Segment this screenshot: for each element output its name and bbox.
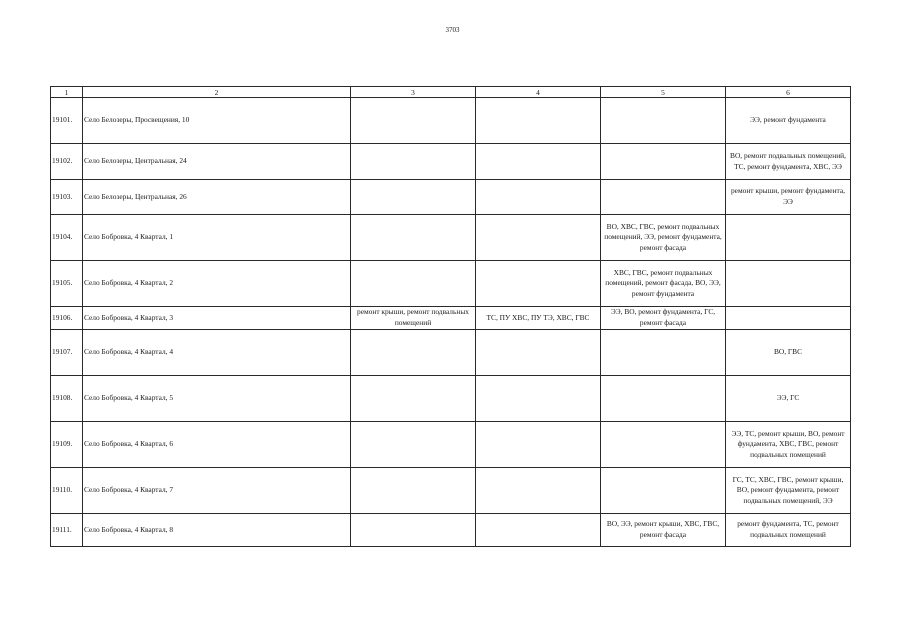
works-cell <box>476 376 601 422</box>
column-header: 3 <box>351 87 476 98</box>
works-cell <box>726 215 851 261</box>
works-cell <box>476 422 601 468</box>
works-cell: ВО, ХВС, ГВС, ремонт подвальных помещений, ЭЭ, ремонт фундамента, ремонт фасада <box>601 215 726 261</box>
address-cell: Село Бобровка, 4 Квартал, 1 <box>83 215 351 261</box>
works-cell: ЭЭ, ВО, ремонт фундамента, ГС, ремонт фасада <box>601 307 726 330</box>
works-cell <box>601 468 726 514</box>
works-cell: ремонт крыши, ремонт фундамента, ЭЭ <box>726 180 851 215</box>
table-row <box>51 215 851 261</box>
works-cell <box>601 422 726 468</box>
address-cell: Село Белозеры, Центральная, 24 <box>83 144 351 180</box>
works-cell: ремонт крыши, ремонт подвальных помещений <box>351 307 476 330</box>
address-cell: Село Белозеры, Центральная, 26 <box>83 180 351 215</box>
column-header: 1 <box>51 87 83 98</box>
row-number: 19106. <box>51 307 83 330</box>
table-row <box>51 514 851 547</box>
row-number: 19103. <box>51 180 83 215</box>
works-cell <box>601 376 726 422</box>
address-cell: Село Бобровка, 4 Квартал, 8 <box>83 514 351 547</box>
works-cell <box>351 215 476 261</box>
works-cell <box>476 144 601 180</box>
table-row <box>51 376 851 422</box>
works-cell <box>351 180 476 215</box>
works-cell <box>476 98 601 144</box>
page-number: 3703 <box>445 26 460 34</box>
column-header: 2 <box>83 87 351 98</box>
header-row <box>51 87 851 98</box>
table-row <box>51 468 851 514</box>
works-cell: ЭЭ, ГС <box>726 376 851 422</box>
works-cell: ТС, ПУ ХВС, ПУ ТЭ, ХВС, ГВС <box>476 307 601 330</box>
address-cell: Село Белозеры, Просвещения, 10 <box>83 98 351 144</box>
row-number: 19111. <box>51 514 83 547</box>
table-row <box>51 422 851 468</box>
address-cell: Село Бобровка, 4 Квартал, 3 <box>83 307 351 330</box>
works-cell: ХВС, ГВС, ремонт подвальных помещений, ремонт фасада, ВО, ЭЭ, ремонт фундамента <box>601 261 726 307</box>
works-cell <box>351 376 476 422</box>
table-row <box>51 307 851 330</box>
address-cell: Село Бобровка, 4 Квартал, 4 <box>83 330 351 376</box>
works-cell <box>476 215 601 261</box>
works-cell: ЭЭ, ТС, ремонт крыши, ВО, ремонт фундамента, ХВС, ГВС, ремонт подвальных помещений <box>726 422 851 468</box>
address-cell: Село Бобровка, 4 Квартал, 6 <box>83 422 351 468</box>
works-cell: ВО, ремонт подвальных помещений, ТС, ремонт фундамента, ХВС, ЭЭ <box>726 144 851 180</box>
address-cell: Село Бобровка, 4 Квартал, 7 <box>83 468 351 514</box>
table-row <box>51 98 851 144</box>
works-cell <box>351 468 476 514</box>
row-number: 19101. <box>51 98 83 144</box>
table-row <box>51 330 851 376</box>
works-cell <box>351 144 476 180</box>
row-number: 19109. <box>51 422 83 468</box>
row-number: 19102. <box>51 144 83 180</box>
works-cell <box>476 180 601 215</box>
works-cell <box>476 514 601 547</box>
works-cell <box>351 330 476 376</box>
repair-registry-table <box>50 86 851 547</box>
row-number: 19104. <box>51 215 83 261</box>
works-cell: ремонт фундамента, ТС, ремонт подвальных помещений <box>726 514 851 547</box>
address-cell: Село Бобровка, 4 Квартал, 5 <box>83 376 351 422</box>
works-cell <box>351 422 476 468</box>
works-cell <box>476 261 601 307</box>
column-header: 5 <box>601 87 726 98</box>
works-cell: ГС, ТС, ХВС, ГВС, ремонт крыши, ВО, ремонт фундамента, ремонт подвальных помещений, ЭЭ <box>726 468 851 514</box>
column-header: 6 <box>726 87 851 98</box>
table-header <box>51 87 851 98</box>
table-body <box>51 98 851 547</box>
column-header: 4 <box>476 87 601 98</box>
row-number: 19108. <box>51 376 83 422</box>
table-row <box>51 261 851 307</box>
works-cell <box>601 98 726 144</box>
table-row <box>51 180 851 215</box>
works-cell <box>601 180 726 215</box>
works-cell <box>601 330 726 376</box>
row-number: 19105. <box>51 261 83 307</box>
works-cell <box>351 261 476 307</box>
address-cell: Село Бобровка, 4 Квартал, 2 <box>83 261 351 307</box>
works-cell <box>476 468 601 514</box>
row-number: 19110. <box>51 468 83 514</box>
works-cell: ВО, ГВС <box>726 330 851 376</box>
works-cell <box>726 307 851 330</box>
works-cell <box>351 98 476 144</box>
works-cell <box>476 330 601 376</box>
works-cell <box>351 514 476 547</box>
works-cell: ВО, ЭЭ, ремонт крыши, ХВС, ГВС, ремонт фасада <box>601 514 726 547</box>
table-row <box>51 144 851 180</box>
works-cell <box>601 144 726 180</box>
works-cell <box>726 261 851 307</box>
works-cell: ЭЭ, ремонт фундамента <box>726 98 851 144</box>
row-number: 19107. <box>51 330 83 376</box>
